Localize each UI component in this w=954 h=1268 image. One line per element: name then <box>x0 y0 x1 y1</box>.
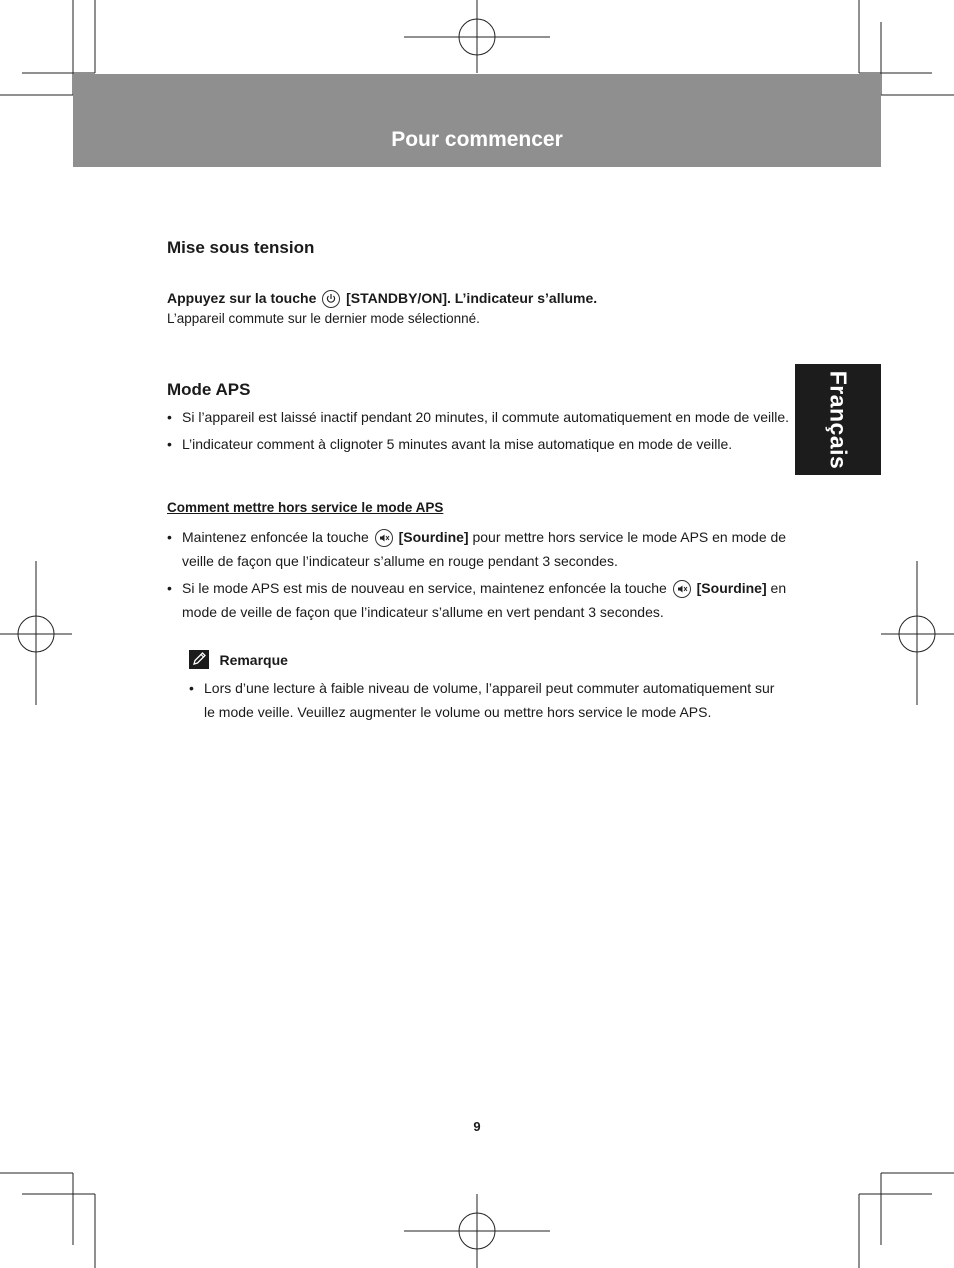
page-number: 9 <box>473 1119 481 1134</box>
list-item: • Lors d’une lecture à faible niveau de volume, l’appareil peut commuter automatiquement sur le mode veille. Veuillez augmenter le volume ou mettre hors service le mode APS. <box>189 680 775 720</box>
pencil-note-icon <box>189 650 209 669</box>
section-heading-power: Mise sous tension <box>167 238 315 257</box>
mute-icon <box>375 529 393 547</box>
note-label: Remarque <box>219 652 288 668</box>
section-heading-aps: Mode APS <box>167 380 251 399</box>
header-bar <box>73 74 881 167</box>
mute-icon <box>673 580 691 598</box>
list-item: • Si le mode APS est mis de nouveau en service, maintenez enfoncée la touche [Sourdine] en mode de veille de façon que l’indicateur s’allume en vert pendant 3 secondes. <box>167 580 787 620</box>
power-instruction-prefix: Appuyez sur la touche <box>167 290 317 306</box>
aps-bullet-list <box>167 405 792 459</box>
list-item: • Si l’appareil est laissé inactif pendant 20 minutes, il commute automatiquement en mode de veille. <box>167 409 789 425</box>
power-instruction-suffix: [STANDBY/ON]. L’indicateur s’allume. <box>346 290 598 306</box>
list-item: • L’indicateur comment à clignoter 5 minutes avant la mise automatique en mode de veille. <box>167 436 733 452</box>
page-title: Pour commencer <box>391 128 563 151</box>
note-header <box>189 650 288 672</box>
aps-disable-heading: Comment mettre hors service le mode APS <box>167 500 444 515</box>
aps-steps-list <box>167 525 792 627</box>
language-tab-label: Français <box>825 370 852 469</box>
power-instruction <box>167 290 597 308</box>
power-description: L’appareil commute sur le dernier mode sélectionné. <box>167 311 480 326</box>
language-tab <box>795 364 881 475</box>
power-icon <box>322 290 340 308</box>
note-bullet-list <box>189 676 789 727</box>
list-item: • Maintenez enfoncée la touche [Sourdine] pour mettre hors service le mode APS en mode de veille de façon que l’indicateur s’allume en rouge pendant 3 secondes. <box>167 529 787 569</box>
